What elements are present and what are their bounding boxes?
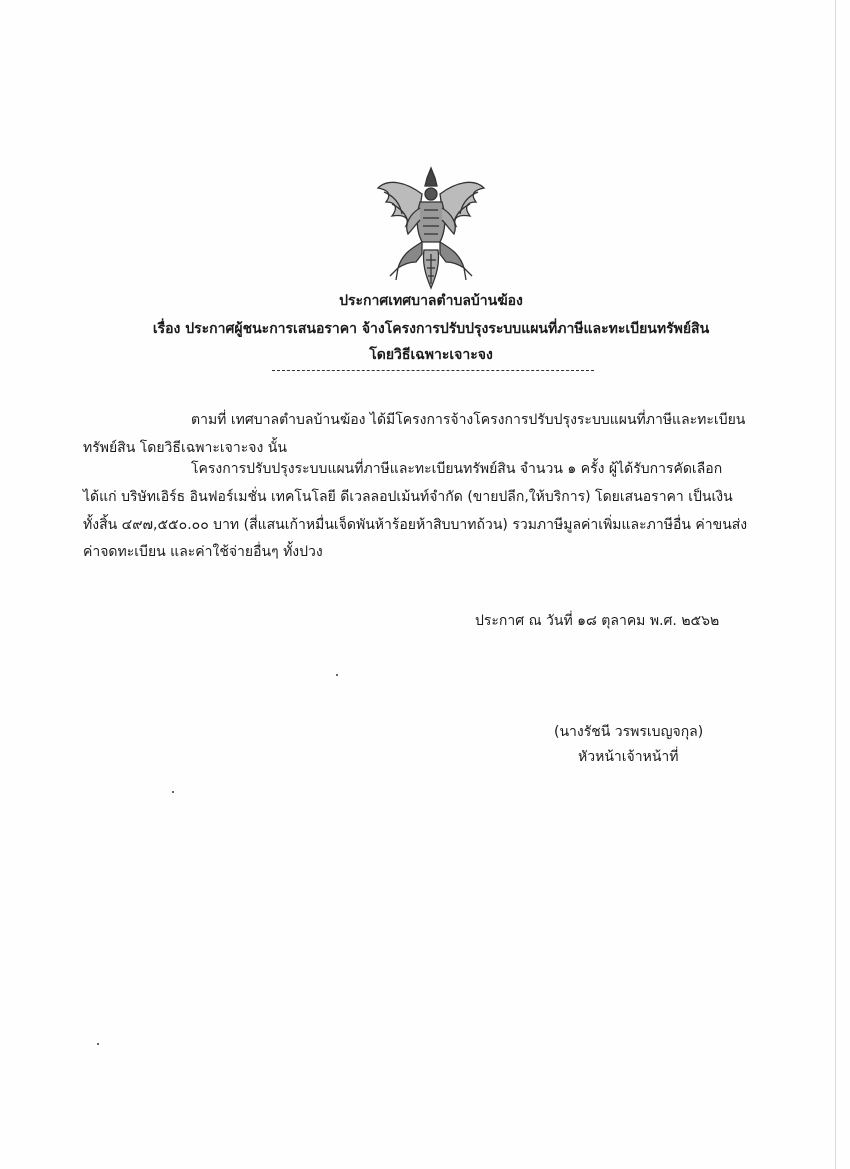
body-para2-line3: ทั้งสิ้น ๔๙๗,๕๕๐.๐๐ บาท (สี่แสนเก้าหมื่นเจ็ดพันห้าร้อยห้าสิบบาทถ้วน) รวมภาษีมูลค่าเพิ่มและภาษีอื่น ค่าขนส่ง bbox=[83, 517, 748, 533]
scan-edge bbox=[835, 0, 836, 1169]
body-para1-line2: ทรัพย์สิน โดยวิธีเฉพาะเจาะจง นั้น bbox=[83, 440, 287, 456]
header-divider bbox=[272, 370, 594, 371]
header-method: โดยวิธีเฉพาะเจาะจง bbox=[369, 347, 493, 363]
body-para2-line4: ค่าจดทะเบียน และค่าใช้จ่ายอื่นๆ ทั้งปวง bbox=[83, 544, 323, 560]
scan-speck bbox=[336, 674, 338, 676]
announcement-date: ประกาศ ณ วันที่ ๑๘ ตุลาคม พ.ศ. ๒๕๖๒ bbox=[475, 613, 720, 629]
scan-speck bbox=[172, 791, 174, 793]
header-subject: เรื่อง ประกาศผู้ชนะการเสนอราคา จ้างโครงการปรับปรุงระบบแผนที่ภาษีและทะเบียนทรัพย์สิน bbox=[152, 321, 710, 337]
signer-name: (นางรัชนี วรพรเบญจกุล) bbox=[554, 724, 704, 740]
body-para2-line2: ได้แก่ บริษัทเอิร์ธ อินฟอร์เมชั่น เทคโนโลยี ดีเวลลอปเม้นท์จำกัด (ขายปลีก,ให้บริการ) โดยเสนอราคา เป็นเงิน bbox=[83, 489, 733, 505]
signer-position: หัวหน้าเจ้าหน้าที่ bbox=[578, 749, 679, 765]
garuda-emblem-icon bbox=[372, 164, 490, 292]
body-para1-line1: ตามที่ เทศบาลตำบลบ้านฆ้อง ได้มีโครงการจ้างโครงการปรับปรุงระบบแผนที่ภาษีและทะเบียน bbox=[191, 412, 746, 428]
scan-speck bbox=[97, 1043, 99, 1045]
body-para2-line1: โครงการปรับปรุงระบบแผนที่ภาษีและทะเบียนทรัพย์สิน จำนวน ๑ ครั้ง ผู้ได้รับการคัดเลือก bbox=[191, 461, 723, 477]
header-agency: ประกาศเทศบาลตำบลบ้านฆ้อง bbox=[339, 293, 523, 309]
